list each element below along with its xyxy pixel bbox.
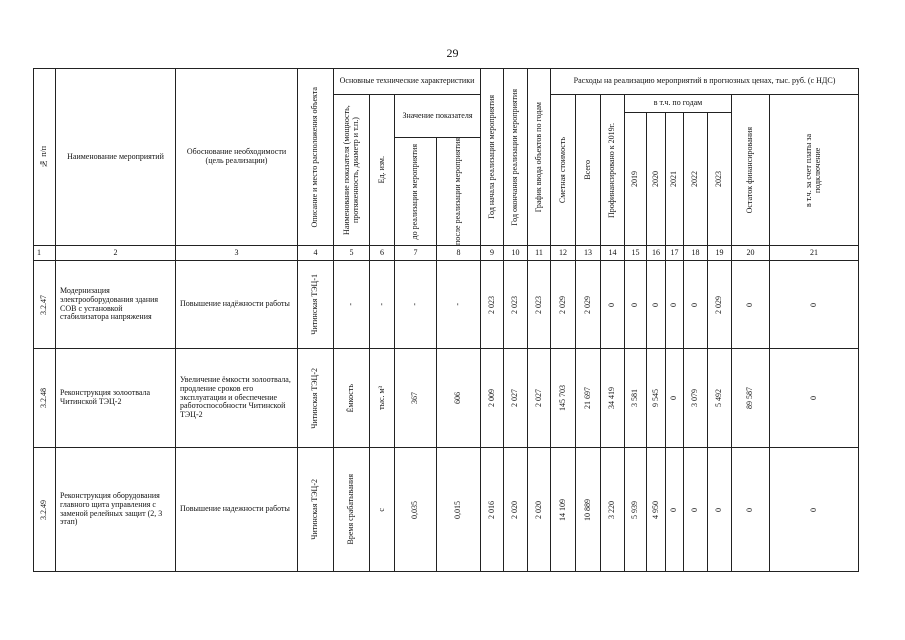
row-2023: 0 <box>708 448 732 572</box>
row-remainder: 89 587 <box>732 349 770 448</box>
row-financed: 0 <box>601 261 625 349</box>
row-start: 2 009 <box>481 349 504 448</box>
row-end: 2 027 <box>504 349 528 448</box>
row-total: 21 697 <box>576 349 601 448</box>
row-name: Модернизация электрооборудования здания СОВ с установкой стабилизатора напряжения <box>56 261 176 349</box>
row-2023: 2 029 <box>708 261 732 349</box>
header-end-year: Год окончания реализации мероприятия <box>504 69 528 246</box>
header-group-costs: Расходы на реализацию мероприятий в прогнозных ценах, тыс. руб. (с НДС) <box>551 69 859 95</box>
row-2019: 0 <box>625 261 647 349</box>
column-number: 21 <box>770 246 859 261</box>
column-number: 13 <box>576 246 601 261</box>
row-remainder: 0 <box>732 448 770 572</box>
column-number: 15 <box>625 246 647 261</box>
row-number: 3.2.48 <box>34 349 56 448</box>
row-reason: Повышение надёжности работы <box>176 261 298 349</box>
row-total: 10 889 <box>576 448 601 572</box>
column-number: 4 <box>298 246 334 261</box>
header-unit: Ед. изм. <box>370 95 395 246</box>
header-remainder: Остаток финансирования <box>732 95 770 246</box>
column-number: 9 <box>481 246 504 261</box>
header-before: до реализации мероприятия <box>395 138 437 246</box>
row-2021: 0 <box>666 349 684 448</box>
row-2022: 0 <box>684 261 708 349</box>
row-2022: 0 <box>684 448 708 572</box>
row-2023: 5 492 <box>708 349 732 448</box>
column-number: 11 <box>528 246 551 261</box>
row-connection: 0 <box>770 448 859 572</box>
column-number: 17 <box>666 246 684 261</box>
row-financed: 34 419 <box>601 349 625 448</box>
header-group-tech: Основные технические характеристики <box>334 69 481 95</box>
header-year-2020: 2020 <box>647 113 666 246</box>
column-number: 14 <box>601 246 625 261</box>
row-2020: 9 545 <box>647 349 666 448</box>
row-before: - <box>395 261 437 349</box>
column-number: 3 <box>176 246 298 261</box>
header-group-years: в т.ч. по годам <box>625 95 732 113</box>
row-remainder: 0 <box>732 261 770 349</box>
row-reason: Повышение надежности работы <box>176 448 298 572</box>
column-number: 19 <box>708 246 732 261</box>
table-row <box>34 261 859 349</box>
row-2019: 3 581 <box>625 349 647 448</box>
row-schedule: 2 020 <box>528 448 551 572</box>
header-schedule: График ввода объектов по годам <box>528 69 551 246</box>
header-financed: Профинансировано к 2019г. <box>601 95 625 246</box>
row-end: 2 023 <box>504 261 528 349</box>
row-unit: - <box>370 261 395 349</box>
row-location: Читинская ТЭЦ-2 <box>298 448 334 572</box>
row-after: 606 <box>437 349 481 448</box>
row-connection: 0 <box>770 261 859 349</box>
column-number: 5 <box>334 246 370 261</box>
row-total: 2 029 <box>576 261 601 349</box>
row-location: Читинская ТЭЦ-2 <box>298 349 334 448</box>
row-2022: 3 079 <box>684 349 708 448</box>
row-estimate: 145 703 <box>551 349 576 448</box>
header-row-1 <box>34 69 859 95</box>
header-start-year: Год начала реализации мероприятия <box>481 69 504 246</box>
row-location: Читинская ТЭЦ-1 <box>298 261 334 349</box>
row-name: Реконструкция оборудования главного щита управления с заменой релейных защит (2, 3 этап) <box>56 448 176 572</box>
row-number: 3.2.47 <box>34 261 56 349</box>
header-name: Наименование мероприятий <box>56 69 176 246</box>
row-2020: 0 <box>647 261 666 349</box>
row-start: 2 023 <box>481 261 504 349</box>
header-num: № п/п <box>34 69 56 246</box>
column-number: 7 <box>395 246 437 261</box>
header-total: Всего <box>576 95 601 246</box>
header-connection: в т.ч. за счет платы за подключение <box>770 95 859 246</box>
header-estimate: Сметная стоимость <box>551 95 576 246</box>
row-unit: тыс. м³ <box>370 349 395 448</box>
row-reason: Увеличение ёмкости золоотвала, продление сроков его эксплуатации и обеспечение работоспособности Читинской ТЭЦ-2 <box>176 349 298 448</box>
row-schedule: 2 023 <box>528 261 551 349</box>
column-number: 20 <box>732 246 770 261</box>
row-start: 2 016 <box>481 448 504 572</box>
row-indicator: - <box>334 261 370 349</box>
header-reason: Обоснование необходимости (цель реализации) <box>176 69 298 246</box>
row-number: 3.2.49 <box>34 448 56 572</box>
table-row <box>34 349 859 448</box>
header-group-value: Значение показателя <box>395 95 481 138</box>
row-2021: 0 <box>666 448 684 572</box>
row-after: - <box>437 261 481 349</box>
row-after: 0,015 <box>437 448 481 572</box>
header-year-2022: 2022 <box>684 113 708 246</box>
row-schedule: 2 027 <box>528 349 551 448</box>
row-indicator: Ёмкость <box>334 349 370 448</box>
header-year-2021: 2021 <box>666 113 684 246</box>
investment-table <box>33 68 859 572</box>
header-year-2023: 2023 <box>708 113 732 246</box>
column-number: 16 <box>647 246 666 261</box>
row-financed: 3 220 <box>601 448 625 572</box>
row-connection: 0 <box>770 349 859 448</box>
row-unit: с <box>370 448 395 572</box>
row-2019: 5 939 <box>625 448 647 572</box>
table-row <box>34 448 859 572</box>
row-end: 2 020 <box>504 448 528 572</box>
row-2021: 0 <box>666 261 684 349</box>
row-estimate: 2 029 <box>551 261 576 349</box>
row-2020: 4 950 <box>647 448 666 572</box>
header-after: после реализации мероприятия <box>437 138 481 246</box>
page-number: 29 <box>446 46 459 60</box>
row-estimate: 14 109 <box>551 448 576 572</box>
column-number: 1 <box>34 246 56 261</box>
header-indicator: Наименование показателя (мощность, протяженность, диаметр и т.п.) <box>334 95 370 246</box>
column-number: 18 <box>684 246 708 261</box>
column-number: 12 <box>551 246 576 261</box>
column-number-row <box>34 246 859 261</box>
row-indicator: Время срабатывания <box>334 448 370 572</box>
column-number: 8 <box>437 246 481 261</box>
header-year-2019: 2019 <box>625 113 647 246</box>
column-number: 10 <box>504 246 528 261</box>
column-number: 6 <box>370 246 395 261</box>
row-name: Реконструкция золоотвала Читинской ТЭЦ-2 <box>56 349 176 448</box>
row-before: 367 <box>395 349 437 448</box>
header-location: Описание и место расположения объекта <box>298 69 334 246</box>
column-number: 2 <box>56 246 176 261</box>
row-before: 0,035 <box>395 448 437 572</box>
